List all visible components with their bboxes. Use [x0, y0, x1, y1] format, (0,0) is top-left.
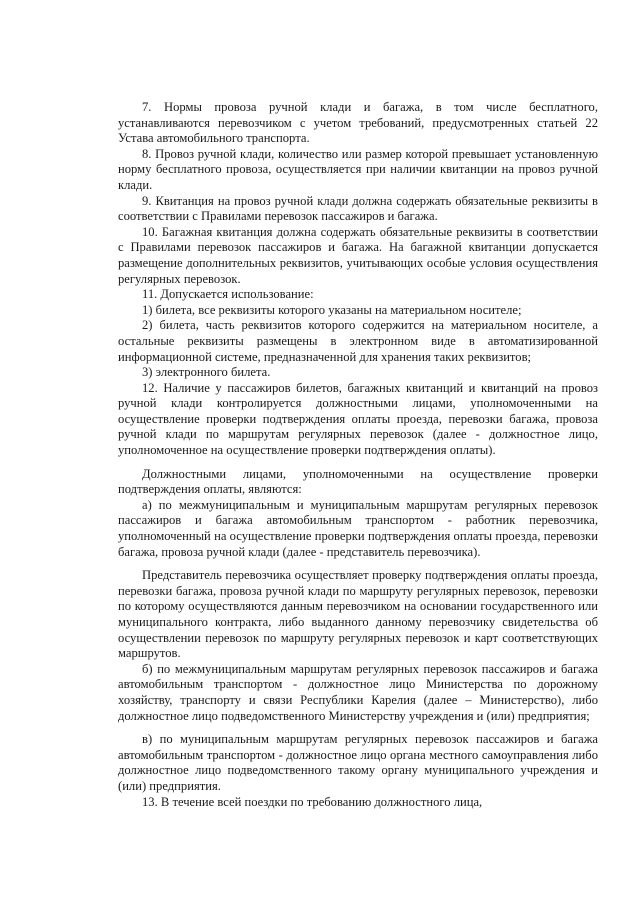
paragraph-representative-duties: Представитель перевозчика осуществляет проверку подтверждения оплаты проезда, перевозки багажа, провоза ручной клади по маршруту регулярных перевозок, перевозки по которому осуществляются данным перевозчиком на основании государственного или муниципального контракта, либо выданного данному перевозчику свидетельства об осуществлении перевозок по маршруту регулярных перевозок и карт соответствующих маршрутов. — [118, 568, 598, 661]
list-item-a-carrier-representative: а) по межмуниципальным и муниципальным маршрутам регулярных перевозок пассажиров и багажа автомобильным транспортом - работник перевозчика, уполномоченный на осуществление проверки подтверждения оплаты проезда, перевозки багажа, провоза ручной клади (далее - представитель перевозчика). — [118, 497, 598, 559]
list-item-2-partial-ticket: 2) билета, часть реквизитов которого содержится на материальном носителе, а остальные реквизиты размещены в электронном виде в автоматизированной информационной системе, предназначенной для хранения таких реквизитов; — [118, 318, 598, 364]
list-item-b-ministry-official: б) по межмуниципальным маршрутам регулярных перевозок пассажиров и багажа автомобильным транспортом - должностное лицо Министерства по дорожному хозяйству, транспорту и связи Республики Карелия (далее – Министерство), либо должностное лицо подведомственного Министерству учреждения и (или) предприятия; — [118, 661, 598, 723]
list-item-v-municipal-official: в) по муниципальным маршрутам регулярных перевозок пассажиров и багажа автомобильным транспортом - должностное лицо органа местного самоуправления либо должностное лицо подведомственного такому органу муниципального учреждения и (или) предприятия. — [118, 732, 598, 793]
paragraph-9-hand-luggage-receipt: 9. Квитанция на провоз ручной клади должна содержать обязательные реквизиты в соответствии с Правилами перевозок пассажиров и багажа. — [118, 193, 598, 224]
list-item-3-electronic-ticket: 3) электронного билета. — [142, 365, 271, 380]
paragraph-13-start: 13. В течение всей поездки по требованию должностного лица, — [142, 794, 483, 809]
paragraph-10-baggage-receipt: 10. Багажная квитанция должна содержать обязательные реквизиты в соответствии с Правилами перевозок пассажиров и багажа. На багажной квитанции допускается размещение дополнительных реквизитов, учитывающих особые условия осуществления регулярных перевозок. — [118, 224, 598, 286]
paragraph-7-baggage-norms: 7. Нормы провоза ручной клади и багажа, в том числе бесплатного, устанавливаются перевозчиком с учетом требований, предусмотренных статьей 22 Устава автомобильного транспорта. — [118, 100, 598, 146]
paragraph-authorized-officials: Должностными лицами, уполномоченными на осуществление проверки подтверждения оплаты, являются: — [118, 466, 598, 497]
list-item-1-paper-ticket: 1) билета, все реквизиты которого указаны на материальном носителе; — [142, 302, 522, 317]
document-body — [118, 100, 598, 810]
paragraph-11-permitted-use: 11. Допускается использование: — [142, 287, 314, 302]
paragraph-12-ticket-control: 12. Наличие у пассажиров билетов, багажных квитанций и квитанций на провоз ручной клади контролируется должностными лицами, уполномоченными на осуществление проверки подтверждения оплаты проезда, перевозки багажа, провоза ручной клади по маршрутам регулярных перевозок (далее - должностное лицо, уполномоченное на осуществление проверки подтверждения оплаты). — [118, 380, 598, 458]
paragraph-8-excess-hand-luggage: 8. Провоз ручной клади, количество или размер которой превышает установленную норму бесплатного провоза, осуществляется при наличии квитанции на провоз ручной клади. — [118, 146, 598, 192]
